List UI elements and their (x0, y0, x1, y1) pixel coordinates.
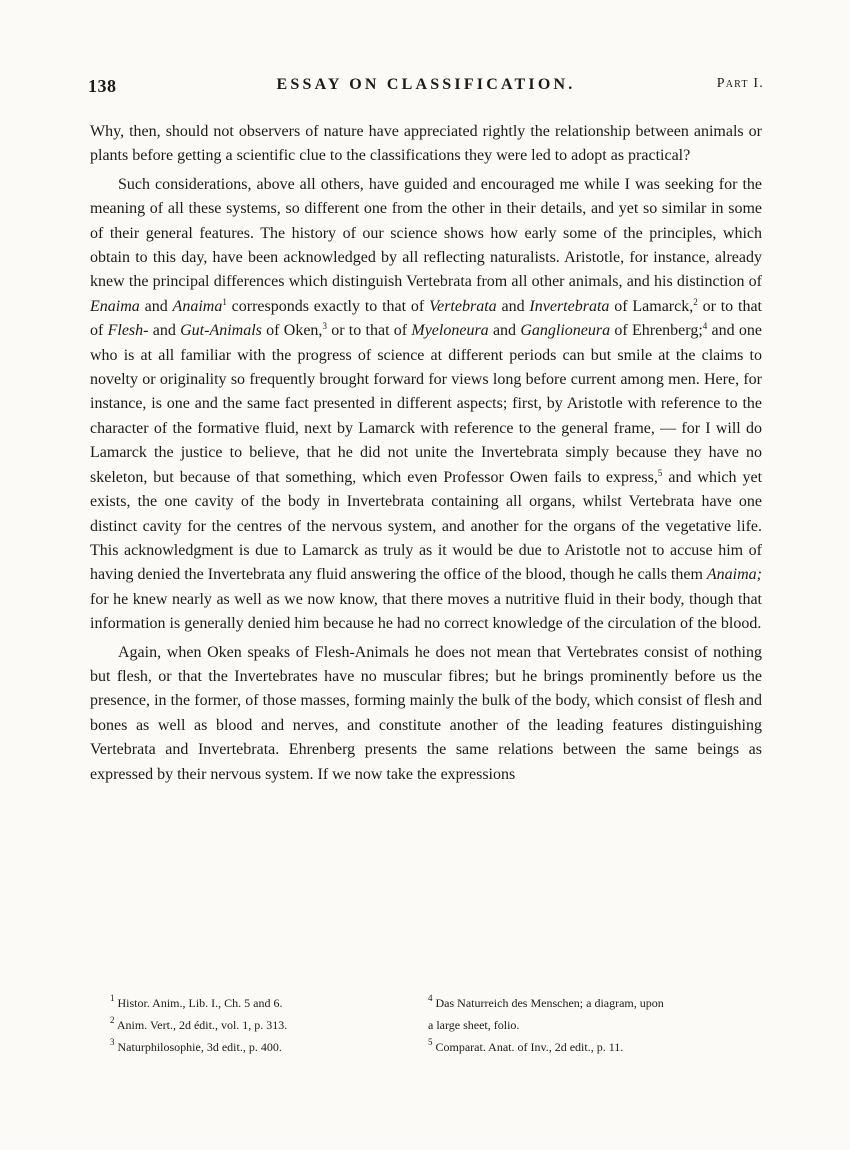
text-run: and (496, 297, 530, 315)
term-vertebrata: Vertebrata (429, 297, 497, 315)
footnote-text-continued: a large sheet, folio. (428, 1018, 520, 1032)
paragraph-1: Why, then, should not observers of nature have appreciated rightly the relationship between animals or plants before getting a scientific clue to the classifications they were led to adopt as practical? (90, 123, 762, 165)
text-run: or to that of (326, 322, 412, 340)
text-run: of Lamarck, (609, 297, 694, 315)
text-run: and (148, 322, 181, 340)
footnote-mark: 3 (110, 1037, 115, 1047)
footnote-ref-5: 5 (657, 467, 663, 478)
term-myeloneura: Myeloneura (411, 322, 489, 340)
text-run: for he knew nearly as well as we now know, that there moves a nutritive fluid in their body, though that information is generally denied him because he had no correct knowledge of the circulation of the blood. (90, 590, 762, 633)
running-header (88, 76, 764, 104)
footnote-ref-4: 4 (702, 321, 708, 332)
text-run: or to that of (90, 297, 762, 340)
footnote-5 (420, 1036, 760, 1058)
text-run: and (139, 297, 173, 315)
term-enaima: Enaima (90, 297, 140, 315)
footnote-2 (110, 1014, 400, 1036)
footnote-3 (110, 1036, 400, 1058)
text-run: and one who is at all familiar with the progress of science at different periods can but smile at the claims to novelty or originality so frequently brought forward for views long before current among men. Here, for instance, is one and the same fact presented in different aspects; first, by Aristotle with reference to the character of the formative fluid, next by Lamarck with reference to the general frame, — for I will do Lamarck the justice to believe, that he did not unite the Invertebrata simply because they have no skeleton, but because of that something, which even Professor Owen fails to express, (90, 322, 763, 486)
footnote-ref-3: 3 (322, 321, 327, 332)
footnote-ref-1: 1 (222, 296, 227, 307)
term-anaima: Anaima; (706, 566, 762, 584)
text-run: Such considerations, above all others, have guided and encouraged me while I was seeking for the meaning of all these systems, so different one from the other in their details, and yet so similar in some of their general features. The history of our science shows how early some of the principles, which obtain to this day, have been acknowledged by all reflecting naturalists. Aristotle, for instance, already knew the principal differences which distinguish Vertebrata from all other animals, and his distinction of (90, 175, 762, 291)
footnote-mark: 2 (110, 1015, 115, 1025)
footnotes-right-column (420, 992, 760, 1058)
text-run: and which yet exists, the one cavity of the body in Invertebrata containing all organs, whilst Vertebrata have one distinct cavity for the centres of the nervous system, and another for the organs of the vegetative life. This acknowledgment is due to Lamarck as truly as it would be due to Aristotle not to accuse him of having denied the Invertebrata any fluid answering the office of the blood, though he calls them (90, 468, 763, 584)
footnote-text: Histor. Anim., Lib. I., Ch. 5 and 6. (117, 996, 283, 1010)
footnotes-left-column (110, 992, 400, 1058)
footnote-text: Anim. Vert., 2d édit., vol. 1, p. 313. (116, 1018, 288, 1032)
text-run: corresponds exactly to that of (226, 297, 430, 315)
term-anaima: Anaima (172, 297, 223, 315)
term-ganglioneura: Ganglioneura (520, 322, 611, 340)
footnote-mark: 4 (428, 993, 433, 1003)
footnote-ref-2: 2 (693, 296, 698, 307)
footnote-mark: 5 (428, 1037, 433, 1047)
footnote-text: Naturphilosophie, 3d edit., p. 400. (117, 1040, 282, 1054)
paragraph-2 (90, 173, 762, 637)
term-invertebrata: Invertebrata (529, 297, 610, 315)
term-flesh: Flesh- (107, 322, 149, 340)
term-gut-animals: Gut-Animals (180, 322, 262, 340)
page-number: 138 (88, 76, 117, 96)
body-text (90, 120, 762, 787)
footnote-4 (420, 992, 760, 1036)
footnote-text: Das Naturreich des Menschen; a diagram, upon (435, 996, 664, 1010)
text-run: of Ehrenberg; (610, 322, 703, 340)
text-run: and (488, 322, 521, 340)
text-run: of Oken, (261, 322, 323, 340)
footnote-text: Comparat. Anat. of Inv., 2d edit., p. 11. (435, 1040, 624, 1054)
footnote-mark: 1 (110, 993, 115, 1003)
paragraph-3: Again, when Oken speaks of Flesh-Animals he does not mean that Vertebrates consist of nothing but flesh, or that the Invertebrates have no muscular fibres; but he brings prominently before us the presence, in the former, of those masses, forming mainly the bulk of the body, which consist of flesh and bones as well as blood and nerves, and constitute another of the leading features distinguishing Vertebrata and Invertebrata. Ehrenberg presents the same relations between the same beings as expressed by their nervous system. If we now take the expressions (90, 643, 762, 783)
footnote-1 (110, 992, 400, 1014)
running-title: ESSAY ON CLASSIFICATION. (276, 76, 576, 93)
part-label: Part I. (716, 76, 764, 91)
